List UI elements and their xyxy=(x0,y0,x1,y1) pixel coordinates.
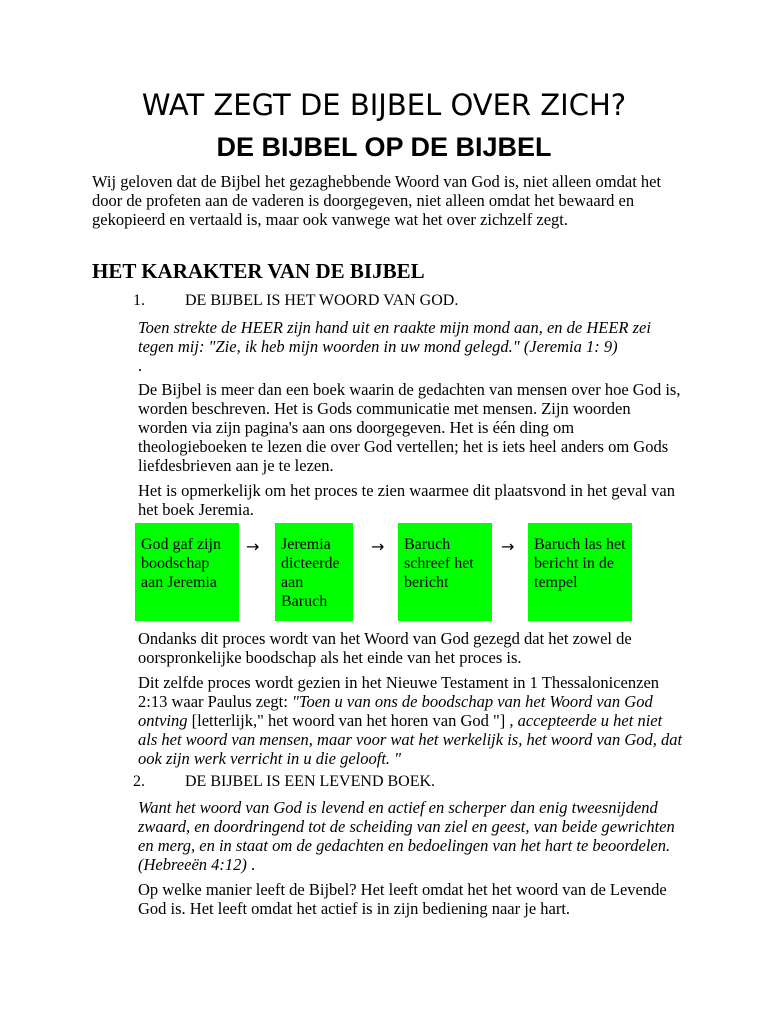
section-heading: HET KARAKTER VAN DE BIJBEL xyxy=(92,259,425,283)
process-box-1: God gaf zijn boodschap aan Jeremia xyxy=(135,523,239,621)
process-box-3: Baruch schreef het bericht xyxy=(398,523,492,621)
quote-end: . xyxy=(246,855,256,874)
point-2-paragraph-1: Op welke manier leeft de Bijbel? Het leeft omdat het het woord van de Levende God is. Het leeft omdat het actief is in zijn bediening naar je hart. xyxy=(138,880,667,918)
point-1-paragraph-4 xyxy=(138,673,683,768)
point-1-quote xyxy=(138,318,683,375)
point-1-heading xyxy=(133,292,458,310)
point-2-heading xyxy=(133,773,435,791)
process-box-4: Baruch las het bericht in de tempel xyxy=(528,523,632,621)
para-text: [letterlijk," het woord van het horen van God "] xyxy=(187,711,506,730)
arrow-icon: → xyxy=(501,537,515,556)
arrow-icon: → xyxy=(246,537,260,556)
page-title: WAT ZEGT DE BIJBEL OVER ZICH? xyxy=(141,88,627,122)
scripture-quote: Want het woord van God is levend en actief en scherper dan enig tweesnijdend zwaard, en doordringend tot de scheiding van ziel en geest, van beide gewrichten en merg, en in staat om de gedachten en bedoelingen van het hart te beoordelen. (Hebreeën 4:12) xyxy=(138,798,675,874)
page-subtitle: DE BIJBEL OP DE BIJBEL xyxy=(216,132,552,162)
point-1-paragraph-1: De Bijbel is meer dan een boek waarin de gedachten van mensen over hoe God is, worden beschreven. Het is Gods communicatie met mensen. Zijn woorden worden via zijn pagina's aan ons doorgegeven. Het is één ding om theologieboeken te lezen die over God vertellen; het is iets heel anders om Gods liefdesbrieven aan je te lezen. xyxy=(138,380,681,475)
point-1-paragraph-2: Het is opmerkelijk om het proces te zien waarmee dit plaatsvond in het geval van het boek Jeremia. xyxy=(138,481,675,519)
quote-end: . xyxy=(138,356,143,375)
point-1-paragraph-3: Ondanks dit proces wordt van het Woord van God gezegd dat het zowel de oorspronkelijke boodschap als het einde van het proces is. xyxy=(138,629,632,667)
point-number: 1. xyxy=(133,292,145,309)
point-2-quote xyxy=(138,798,683,874)
arrow-icon: → xyxy=(371,537,385,556)
intro-paragraph: Wij geloven dat de Bijbel het gezaghebbende Woord van God is, niet alleen omdat het door de profeten aan de vaderen is doorgegeven, niet alleen omdat het bewaard en gekopieerd en vertaald is, maar ook vanwege wat het over zichzelf zegt. xyxy=(92,172,662,229)
para-text: Dit zelfde proces wordt gezien in het Nieuwe Testament in 1 Thessalonicenzen 2:13 waar Paulus zegt: xyxy=(138,673,660,711)
process-box-2: Jeremia dicteerde aan Baruch xyxy=(275,523,353,621)
scripture-quote: Toen strekte de HEER zijn hand uit en raakte mijn mond aan, en de HEER zei tegen mij: "Zie, ik heb mijn woorden in uw mond gelegd." (Jeremia 1: 9) xyxy=(138,318,651,356)
point-title: DE BIJBEL IS HET WOORD VAN GOD. xyxy=(185,292,459,309)
point-number: 2. xyxy=(133,773,145,790)
scripture-quote: , accepteerde u het niet als het woord van mensen, maar voor wat het werkelijk is, het woord van God, dat ook zijn werk verricht in u die gelooft. " xyxy=(138,711,683,768)
scripture-quote: "Toen u van ons de boodschap van het Woord van God ontving xyxy=(138,692,653,730)
point-title: DE BIJBEL IS EEN LEVEND BOEK. xyxy=(185,773,436,790)
